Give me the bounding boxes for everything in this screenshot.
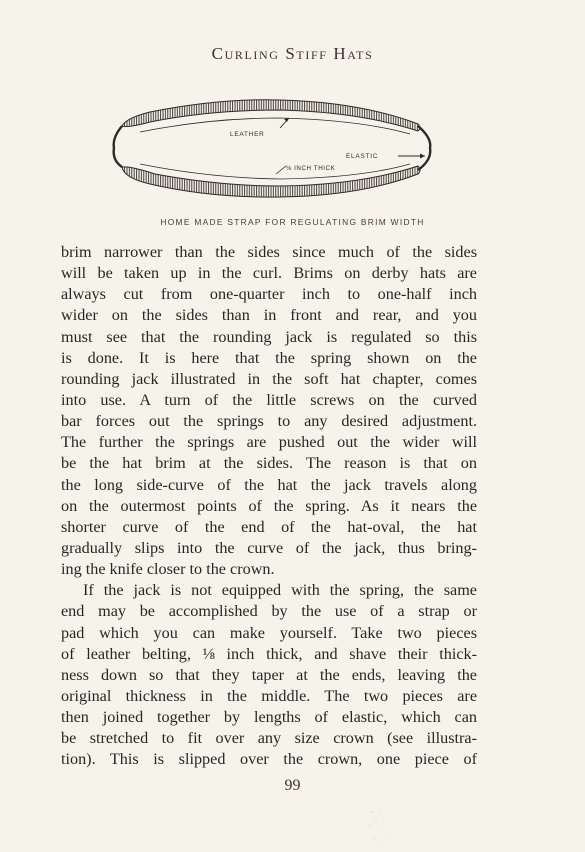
leather-label: LEATHER bbox=[230, 131, 265, 138]
thickness-label: ⅛ INCH THICK bbox=[286, 165, 336, 172]
text-line: is done. It is here that the spring shown on the bbox=[61, 348, 477, 367]
text-line: The further the springs are pushed out the wider will bbox=[61, 433, 477, 452]
text-line: rounding jack illustrated in the soft hat chapter, comes bbox=[61, 369, 477, 388]
text-line: brim narrower than the sides since much of the sides bbox=[61, 243, 477, 261]
elastic-label: ELASTIC bbox=[346, 153, 379, 160]
page-number: 99 bbox=[284, 777, 301, 794]
text-line: ing the knife closer to the crown. bbox=[61, 560, 275, 579]
bottom-leather-piece bbox=[122, 166, 420, 197]
text-line: wider on the sides than in front and rear, and you bbox=[61, 306, 477, 325]
left-elastic bbox=[114, 126, 122, 167]
text-line: pad which you can make yourself. Take two pieces bbox=[61, 623, 477, 642]
text-line: into use. A turn of the little screws on the curved bbox=[61, 390, 477, 409]
text-line: then joined together by lengths of elastic, which can bbox=[61, 708, 477, 727]
text-line: gradually slips into the curve of the jack, thus bring- bbox=[61, 538, 477, 557]
text-line: always cut from one-quarter inch to one-half inch bbox=[61, 285, 477, 304]
right-elastic bbox=[418, 126, 430, 170]
text-line: original thickness in the middle. The two pieces are bbox=[61, 686, 477, 705]
text-line: If the jack is not equipped with the spring, the same bbox=[83, 581, 477, 600]
running-header: Curling Stiff Hats bbox=[211, 44, 374, 63]
text-line: ness down so that they taper at the ends, leaving the bbox=[61, 665, 477, 684]
text-line: of leather belting, ⅛ inch thick, and shave their thick- bbox=[61, 644, 477, 663]
text-line: tion). This is slipped over the crown, one piece of bbox=[61, 750, 477, 769]
text-line: on the outermost points of the spring. As it nears the bbox=[61, 496, 477, 515]
figure-caption: HOME MADE STRAP FOR REGULATING BRIM WIDTH bbox=[160, 217, 425, 227]
text-line: shorter curve of the end of the hat-oval, the hat bbox=[61, 517, 477, 536]
text-line: be stretched to fit over any size crown (see illustra- bbox=[61, 729, 477, 748]
text-line: be the hat brim at the sides. The reason is that on bbox=[61, 454, 477, 473]
body-text bbox=[61, 242, 477, 771]
text-line: bar forces out the springs to any desired adjustment. bbox=[61, 412, 477, 431]
strap-illustration bbox=[100, 82, 445, 207]
text-line: end may be accomplished by the use of a strap or bbox=[61, 602, 477, 621]
text-line: must see that the rounding jack is regulated so this bbox=[61, 327, 477, 346]
text-line: the long side-curve of the hat the jack travels along bbox=[61, 475, 477, 494]
faint-margin-mark bbox=[366, 808, 396, 846]
text-line: will be taken up in the curl. Brims on derby hats are bbox=[61, 264, 477, 283]
